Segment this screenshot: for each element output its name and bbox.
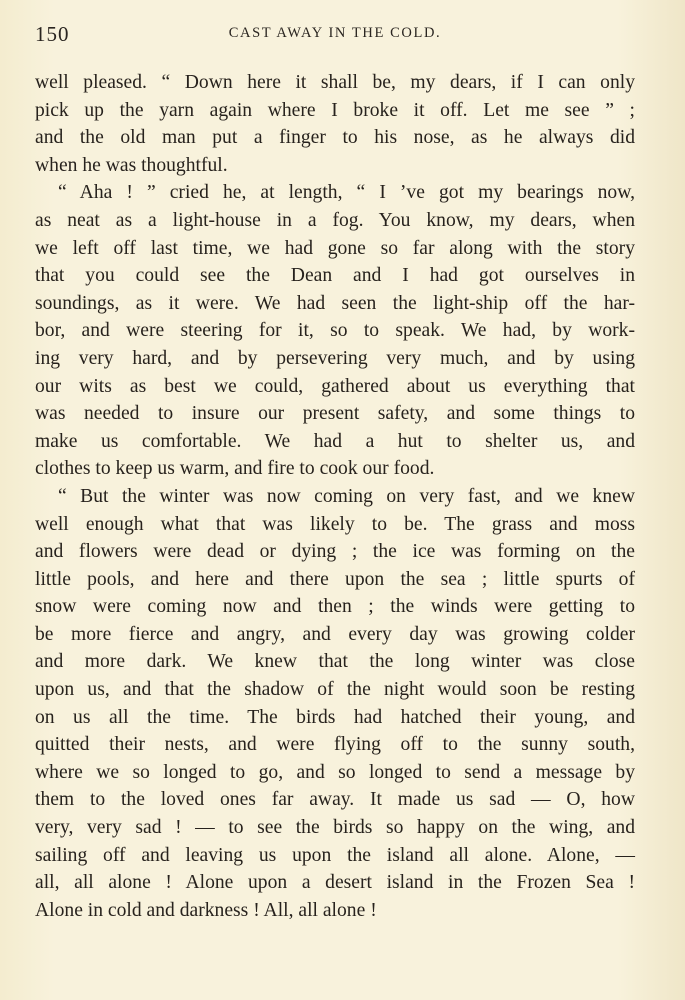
text-line: pick up the yarn again where I broke it off. Let me see ” ; xyxy=(35,99,635,121)
text-line: quitted their nests, and were flying off to the sunny south, xyxy=(35,734,635,756)
text-line: upon us, and that the shadow of the night would soon be resting xyxy=(35,679,635,701)
text-line: Alone in cold and darkness ! All, all alone ! xyxy=(35,899,377,921)
text-line: and more dark. We knew that the long winter was close xyxy=(35,651,635,673)
text-line: make us comfortable. We had a hut to shelter us, and xyxy=(35,430,635,452)
page-number: 150 xyxy=(35,22,70,46)
text-line: clothes to keep us warm, and fire to cook our food. xyxy=(35,458,435,480)
text-line: little pools, and here and there upon the sea ; little spurts of xyxy=(35,568,635,590)
text-line: be more fierce and angry, and every day was growing colder xyxy=(35,623,635,645)
text-line: “ But the winter was now coming on very fast, and we knew xyxy=(58,485,635,507)
text-line: bor, and were steering for it, so to speak. We had, by work- xyxy=(35,320,635,342)
text-line: when he was thoughtful. xyxy=(35,154,228,176)
text-line: snow were coming now and then ; the winds were getting to xyxy=(35,596,635,618)
text-line: and the old man put a finger to his nose, as he always did xyxy=(35,127,635,149)
running-head: CAST AWAY IN THE COLD. xyxy=(228,25,442,41)
text-line: our wits as best we could, gathered about us everything that xyxy=(35,375,635,397)
text-line: was needed to insure our present safety, and some things to xyxy=(35,403,635,425)
text-line: well enough what that was likely to be. The grass and moss xyxy=(35,513,635,535)
text-line: where we so longed to go, and so longed to send a message by xyxy=(35,761,635,783)
text-line: sailing off and leaving us upon the island all alone. Alone, — xyxy=(35,844,635,866)
text-line: very, very sad ! — to see the birds so happy on the wing, and xyxy=(35,817,635,839)
text-line: as neat as a light-house in a fog. You know, my dears, when xyxy=(35,209,635,231)
text-line: we left off last time, we had gone so far along with the story xyxy=(35,237,635,259)
page-header xyxy=(35,20,635,48)
body-text xyxy=(35,69,635,924)
text-line: that you could see the Dean and I had got ourselves in xyxy=(35,265,635,287)
text-line: “ Aha ! ” cried he, at length, “ I ’ve got my bearings now, xyxy=(58,182,635,204)
text-line: and flowers were dead or dying ; the ice was forming on the xyxy=(35,541,635,563)
text-line: them to the loved ones far away. It made us sad — O, how xyxy=(35,789,635,811)
text-line: all, all alone ! Alone upon a desert island in the Frozen Sea ! xyxy=(35,872,635,894)
text-line: on us all the time. The birds had hatched their young, and xyxy=(35,706,635,728)
text-line: soundings, as it were. We had seen the light-ship off the har- xyxy=(35,292,635,314)
text-line: ing very hard, and by persevering very much, and by using xyxy=(35,347,635,369)
text-line: well pleased. “ Down here it shall be, my dears, if I can only xyxy=(35,72,635,93)
